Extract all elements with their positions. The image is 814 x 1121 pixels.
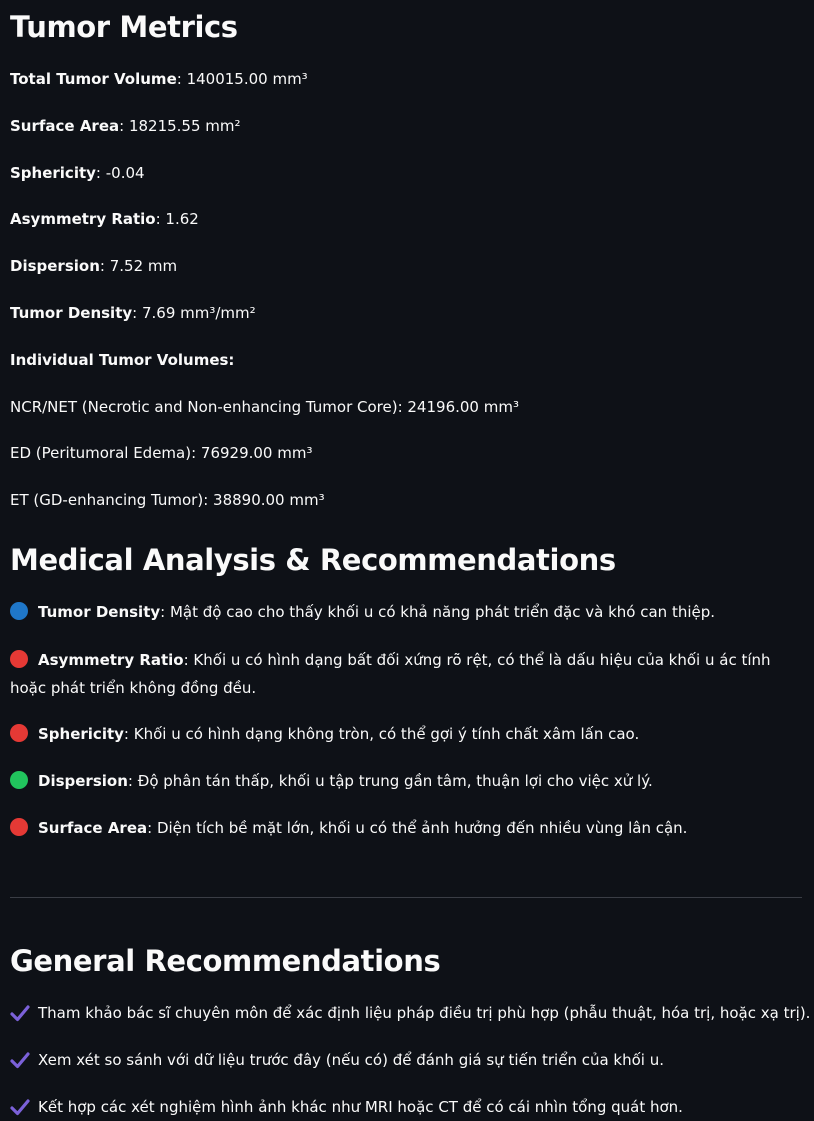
volume-ed: ED (Peritumoral Edema): 76929.00 mm³	[10, 444, 313, 462]
analysis-item-dispersion	[10, 767, 802, 795]
volume-et: ET (GD-enhancing Tumor): 38890.00 mm³	[10, 491, 325, 509]
metric-label: Surface Area	[10, 117, 120, 135]
checkmark-icon	[10, 1051, 30, 1069]
checkmark-icon	[10, 1098, 30, 1116]
individual-volumes-heading: Individual Tumor Volumes:	[10, 351, 235, 369]
metric-surface-area	[10, 112, 241, 140]
analysis-item-asymmetry-ratio	[10, 646, 802, 702]
recommendation-text: Tham khảo bác sĩ chuyên môn để xác định liệu pháp điều trị phù hợp (phẫu thuật, hóa trị, hoặc xạ trị).	[38, 1004, 811, 1022]
analysis-text: : Diện tích bề mặt lớn, khối u có thể ảnh hưởng đến nhiều vùng lân cận.	[147, 819, 688, 837]
analysis-text: : Khối u có hình dạng bất đối xứng rõ rệt, có thể là dấu hiệu của khối u ác tính hoặc phát triển không đồng đều.	[10, 651, 771, 697]
metric-value: : 1.62	[155, 210, 199, 228]
metric-value: : 18215.55 mm²	[119, 117, 241, 135]
checkmark-icon	[10, 1004, 30, 1022]
metric-label: Tumor Density	[10, 304, 133, 322]
tumor-metrics-heading: Tumor Metrics	[10, 10, 238, 44]
green-circle-icon	[10, 771, 28, 789]
blue-circle-icon	[10, 602, 28, 620]
analysis-item-surface-area	[10, 814, 802, 842]
metric-label: Asymmetry Ratio	[10, 210, 156, 228]
general-recommendations-heading: General Recommendations	[10, 944, 441, 978]
metric-dispersion	[10, 252, 177, 280]
recommendation-item	[10, 999, 810, 1027]
analysis-text: : Mật độ cao cho thấy khối u có khả năng phát triển đặc và khó can thiệp.	[160, 603, 716, 621]
metric-value: : 140015.00 mm³	[176, 70, 308, 88]
recommendation-text: Kết hợp các xét nghiệm hình ảnh khác như MRI hoặc CT để có cái nhìn tổng quát hơn.	[38, 1098, 683, 1116]
analysis-label: Surface Area	[38, 819, 148, 837]
metric-tumor-density	[10, 299, 256, 327]
recommendation-item	[10, 1046, 664, 1074]
metric-label: Dispersion	[10, 257, 100, 275]
analysis-label: Sphericity	[38, 725, 124, 743]
analysis-item-sphericity	[10, 720, 802, 748]
analysis-label: Tumor Density	[38, 603, 161, 621]
metric-value: : -0.04	[95, 164, 145, 182]
analysis-text: : Độ phân tán thấp, khối u tập trung gần tâm, thuận lợi cho việc xử lý.	[127, 772, 653, 790]
metric-sphericity	[10, 159, 145, 187]
analysis-text: : Khối u có hình dạng không tròn, có thể gợi ý tính chất xâm lấn cao.	[123, 725, 640, 743]
metric-label: Total Tumor Volume	[10, 70, 177, 88]
analysis-heading: Medical Analysis & Recommendations	[10, 543, 616, 577]
red-circle-icon	[10, 724, 28, 742]
section-divider	[10, 897, 802, 898]
recommendation-text: Xem xét so sánh với dữ liệu trước đây (nếu có) để đánh giá sự tiến triển của khối u.	[38, 1051, 665, 1069]
analysis-label: Dispersion	[38, 772, 128, 790]
analysis-label: Asymmetry Ratio	[38, 651, 184, 669]
red-circle-icon	[10, 818, 28, 836]
metric-total-volume	[10, 65, 308, 93]
analysis-item-tumor-density	[10, 598, 802, 626]
red-circle-icon	[10, 650, 28, 668]
metric-value: : 7.69 mm³/mm²	[132, 304, 256, 322]
metric-asymmetry-ratio	[10, 205, 199, 233]
metric-label: Sphericity	[10, 164, 96, 182]
volume-ncr-net: NCR/NET (Necrotic and Non-enhancing Tumor Core): 24196.00 mm³	[10, 398, 519, 416]
metric-value: : 7.52 mm	[99, 257, 178, 275]
